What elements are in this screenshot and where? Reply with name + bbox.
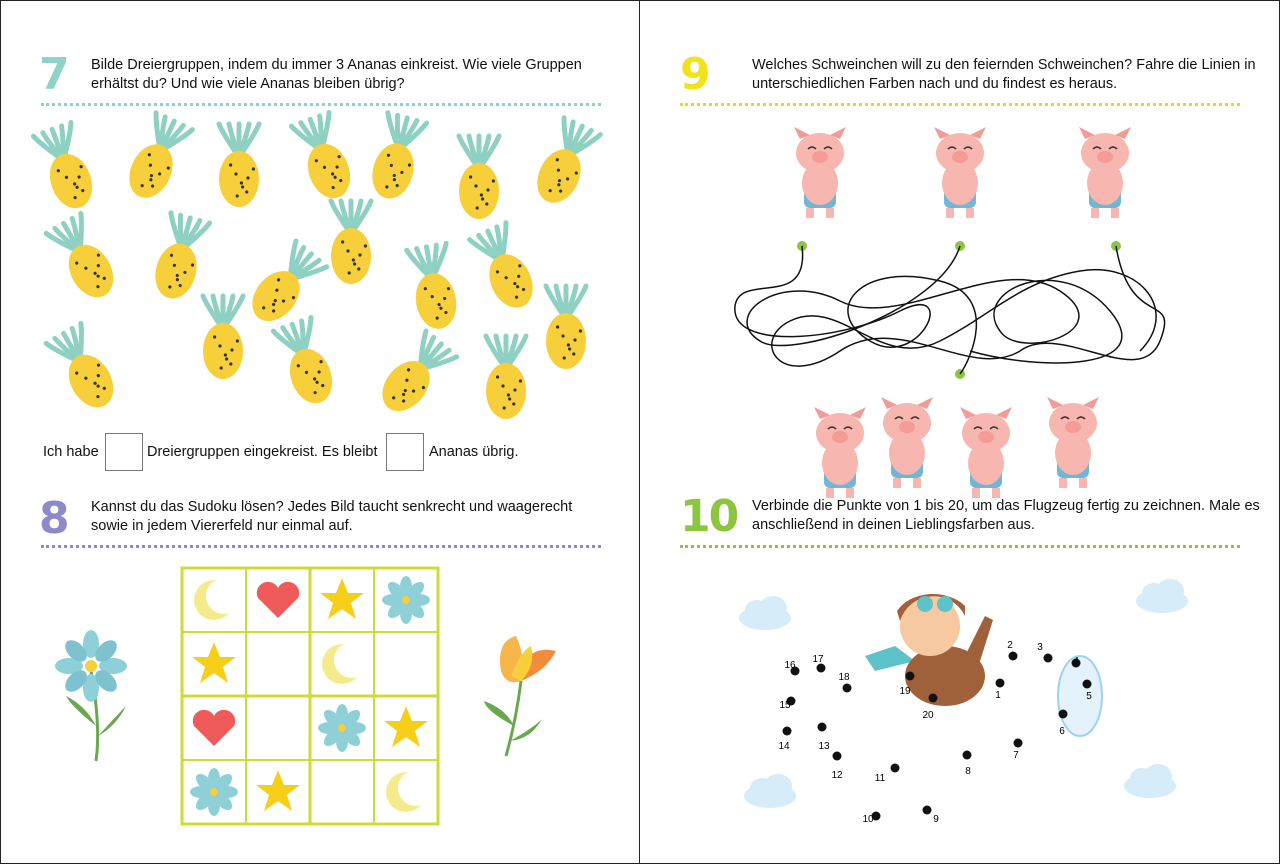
- pineapple-icon: [46, 213, 122, 305]
- pig-maze: [640, 111, 1280, 471]
- dot-label-3: 3: [1037, 642, 1043, 653]
- star-icon: [256, 770, 300, 811]
- cloud-icon: [1136, 579, 1188, 613]
- pineapple-icon: [470, 223, 541, 315]
- party-pig-mud: [881, 397, 933, 488]
- dot-label-13: 13: [818, 741, 830, 752]
- dot-label-8: 8: [965, 766, 971, 777]
- pineapple-icon: [407, 243, 461, 332]
- star-icon: [192, 642, 236, 683]
- cloud-icon: [739, 596, 791, 630]
- flower-icon: [190, 768, 238, 816]
- task-10-number: 10: [680, 491, 738, 542]
- dot-8[interactable]: [963, 751, 972, 760]
- task-7-number: 7: [39, 49, 68, 100]
- answer-box-remaining[interactable]: [386, 433, 424, 471]
- dot-label-9: 9: [933, 814, 939, 825]
- dot-9[interactable]: [923, 806, 932, 815]
- dot-label-18: 18: [838, 672, 850, 683]
- pineapple-field: [1, 1, 641, 421]
- party-pig-gift: [1047, 397, 1099, 488]
- dot-label-6: 6: [1059, 726, 1065, 737]
- dot-label-2: 2: [1007, 640, 1013, 651]
- dot-6[interactable]: [1059, 710, 1068, 719]
- pig-with-heart: [794, 127, 846, 218]
- answer-box-groups[interactable]: [105, 433, 143, 471]
- party-pig-1: [814, 407, 866, 498]
- flower-icon: [382, 576, 430, 624]
- maze-line-1[interactable]: [735, 246, 977, 374]
- dot-label-14: 14: [778, 741, 790, 752]
- dot-19[interactable]: [906, 672, 915, 681]
- task-10-divider: [680, 545, 1240, 548]
- pineapple-icon: [149, 213, 209, 304]
- dot-5[interactable]: [1083, 680, 1092, 689]
- pineapple-icon: [46, 323, 122, 415]
- sudoku-grid: [181, 567, 441, 827]
- task-8-number: 8: [39, 493, 68, 544]
- task-9-text: Welches Schweinchen will zu den feiernden Schweinchen? Fahre die Linien in unterschiedlichen Farben nach und du findest es heraus.: [752, 57, 1256, 92]
- heart-icon: [193, 710, 235, 746]
- pineapple-icon: [546, 286, 586, 369]
- party-pig-hat: [960, 407, 1012, 498]
- dot-label-4: 4: [1073, 656, 1079, 667]
- dot-12[interactable]: [833, 752, 842, 761]
- dot-label-16: 16: [784, 660, 796, 671]
- dot-label-12: 12: [831, 770, 843, 781]
- task-7-text: Bilde Dreiergruppen, indem du immer 3 Ananas einkreist. Wie viele Gruppen erhältst du? Und wie viele Ananas bleiben übrig?: [91, 57, 582, 92]
- heart-icon: [257, 582, 299, 618]
- dot-label-19: 19: [899, 686, 911, 697]
- pig-dancing: [1079, 127, 1131, 218]
- flower-icon: [318, 704, 366, 752]
- pig-with-apples: [934, 127, 986, 218]
- task-10-text: Verbinde die Punkte von 1 bis 20, um das Flugzeug fertig zu zeichnen. Male es anschließend in deinen Lieblingsfarben aus.: [752, 498, 1260, 533]
- pineapple-icon: [459, 136, 499, 219]
- dot-7[interactable]: [1014, 739, 1023, 748]
- tulip-decoration: [476, 631, 576, 761]
- dot-label-20: 20: [922, 710, 934, 721]
- task-9-divider: [680, 103, 1240, 106]
- propeller: [1058, 656, 1102, 736]
- moon-icon: [194, 578, 242, 620]
- pineapple-icon: [243, 241, 327, 330]
- task-9-number: 9: [680, 49, 709, 100]
- pineapple-icon: [331, 201, 371, 284]
- dot-label-15: 15: [779, 700, 791, 711]
- cloud-icon: [1124, 764, 1176, 798]
- task-8-text: Kannst du das Sudoku lösen? Jedes Bild taucht senkrecht und waagerecht sowie in jedem Viererfeld nur einmal auf.: [91, 499, 573, 534]
- pineapple-icon: [121, 113, 192, 205]
- dot-13[interactable]: [818, 723, 827, 732]
- dot-to-dot-plane: [640, 556, 1280, 856]
- dot-label-1: 1: [995, 690, 1001, 701]
- dot-20[interactable]: [929, 694, 938, 703]
- answer-text-3: Ananas übrig.: [429, 444, 519, 460]
- blue-flower-decoration: [46, 626, 146, 766]
- dot-1[interactable]: [996, 679, 1005, 688]
- pineapple-icon: [33, 122, 99, 214]
- pineapple-icon: [203, 296, 243, 379]
- dot-label-5: 5: [1086, 691, 1092, 702]
- task-8-divider: [41, 545, 601, 548]
- answer-text-2: Dreiergruppen eingekreist. Es bleibt: [147, 444, 378, 460]
- pineapple-icon: [486, 336, 526, 419]
- pineapple-icon: [373, 331, 457, 420]
- dot-label-7: 7: [1013, 750, 1019, 761]
- dot-2[interactable]: [1009, 652, 1018, 661]
- star-icon: [320, 578, 364, 619]
- dot-18[interactable]: [843, 684, 852, 693]
- pineapple-icon: [366, 113, 426, 204]
- cloud-icon: [744, 774, 796, 808]
- pineapple-icon: [529, 118, 600, 210]
- dot-label-11: 11: [874, 773, 886, 784]
- pineapple-icon: [273, 317, 339, 409]
- dot-label-10: 10: [862, 814, 874, 825]
- pineapple-icon: [219, 124, 259, 207]
- dot-label-17: 17: [812, 654, 824, 665]
- dot-3[interactable]: [1044, 654, 1053, 663]
- dot-14[interactable]: [783, 727, 792, 736]
- pineapple-icon: [291, 112, 357, 204]
- moon-icon: [322, 642, 370, 684]
- right-page: [640, 0, 1280, 864]
- pilot-figure: [865, 594, 993, 706]
- answer-text-1: Ich habe: [43, 444, 99, 460]
- star-icon: [384, 706, 428, 747]
- moon-icon: [386, 770, 434, 812]
- dot-11[interactable]: [891, 764, 900, 773]
